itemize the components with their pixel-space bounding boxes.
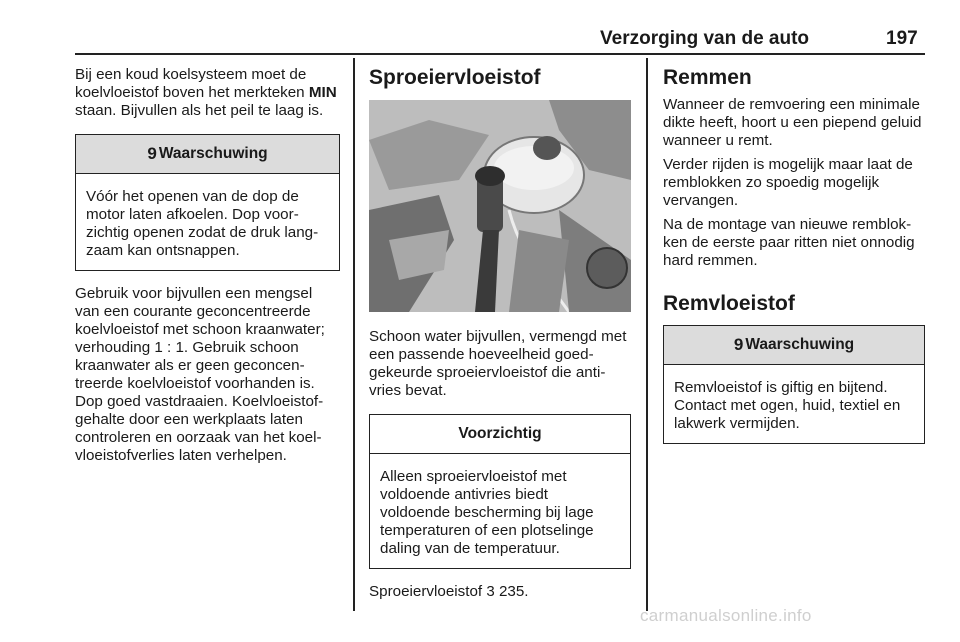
column-1 [75, 66, 340, 465]
coolant-body: Gebruik voor bijvullen een mengsel van een courante geconcentreerde koelvloeistof met schoon kraanwater; verhouding 1 : 1. Gebruik schoon kraanwater als er geen geconcentreerde koelvloeistof voorhanden is. Dop goed vastdraaien. Koelvloeistofgehalte door een werkplaats laten controleren en oorzaak van het koelvloeistofverlies laten verhelpen. [75, 285, 325, 464]
caution-box-header [370, 415, 630, 454]
warning-icon: 9 [147, 144, 157, 163]
washer-body: Schoon water bijvullen, vermengd met een passende hoeveelheid goedgekeurde sproeiervloeistof die antivries bevat. [369, 328, 627, 399]
warning-box-coolant [75, 134, 340, 271]
washer-reference: Sproeiervloeistof 3 235. [369, 583, 529, 600]
warning-title: Waarschuwing [158, 145, 268, 162]
watermark: carmanualsonline.info [640, 606, 812, 625]
section-heading-brake-fluid: Remvloeistof [663, 292, 795, 315]
column-3 [663, 66, 925, 444]
min-mark: MIN [308, 84, 337, 101]
page-number: 197 [886, 28, 918, 49]
column-divider-1 [353, 58, 355, 611]
caution-box [369, 414, 631, 569]
header-rule [75, 53, 925, 55]
brakes-paragraph-1: Wanneer de remvoering een minimale dikte heeft, hoort u een piepend geluid wanneer u remt. [663, 96, 922, 149]
warning-text: Vóór het openen van de dop de motor laten afkoelen. Dop voorzichtig openen zodat de druk langzaam kan ontsnappen. [86, 188, 319, 259]
intro-paragraph: Bij een koud koelsysteem moet de koelvloeistof boven het merkteken MIN staan. Bijvullen als het peil te laag is. [75, 66, 337, 119]
caution-text: Alleen sproeiervloeistof met voldoende antivries biedt voldoende bescherming bij lage temperaturen of een plotselinge daling van de temperatuur. [380, 468, 594, 557]
warning-text: Remvloeistof is giftig en bijtend. Contact met ogen, huid, textiel en lakwerk vermijden. [674, 379, 901, 432]
warning-icon: 9 [733, 335, 744, 354]
brakes-paragraph-2: Verder rijden is mogelijk maar laat de remblokken zo spoedig mogelijk vervangen. [663, 156, 913, 209]
section-heading-washer: Sproeiervloeistof [369, 66, 541, 89]
brakes-paragraph-3: Na de montage van nieuwe remblokken de eerste paar ritten niet onnodig hard remmen. [663, 216, 915, 269]
engine-bay-photo [369, 100, 631, 312]
warning-title: Waarschuwing [745, 336, 855, 353]
caution-title: Voorzichtig [458, 425, 542, 442]
page-header-title: Verzorging van de auto [600, 28, 810, 49]
section-heading-brakes: Remmen [663, 66, 752, 89]
warning-box-brake-fluid [663, 325, 925, 444]
column-2 [369, 66, 631, 601]
column-divider-2 [646, 58, 648, 611]
warning-box-header [664, 326, 924, 365]
warning-box-header [76, 135, 339, 174]
page-reference-icon: 3 [486, 583, 495, 600]
